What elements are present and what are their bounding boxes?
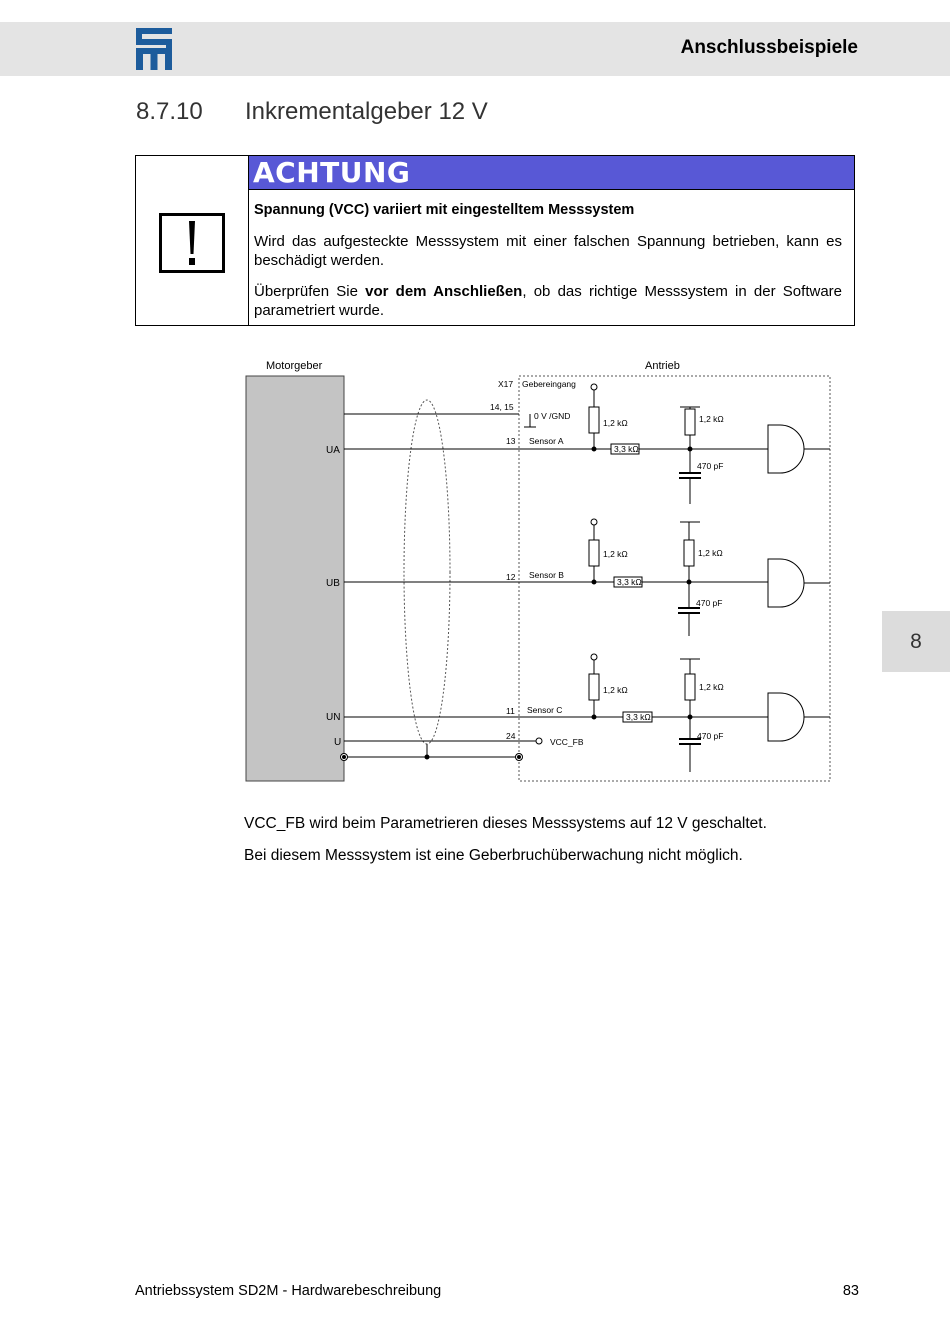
pin-24: 24 bbox=[506, 731, 516, 741]
section-number: 8.7.10 bbox=[136, 98, 203, 125]
pullup-a-value: 1,2 kΩ bbox=[603, 418, 628, 428]
company-logo bbox=[136, 28, 172, 70]
gnd-label: 0 V /GND bbox=[534, 411, 571, 421]
gate-a-icon bbox=[768, 425, 804, 473]
warning-icon-cell bbox=[136, 156, 249, 325]
antrieb-label: Antrieb bbox=[645, 360, 680, 372]
series-c-value: 3,3 kΩ bbox=[626, 712, 651, 722]
page-number: 83 bbox=[842, 1283, 859, 1299]
cap-a-value: 470 pF bbox=[697, 461, 724, 471]
footer-title: Antriebssystem SD2M - Hardwarebeschreibung bbox=[135, 1283, 442, 1299]
exclamation-icon bbox=[159, 213, 225, 273]
antrieb-frame bbox=[519, 376, 830, 781]
sensor-a-label: Sensor A bbox=[529, 436, 564, 446]
sensor-b-label: Sensor B bbox=[529, 570, 564, 580]
warning-label: ACHTUNG bbox=[253, 156, 411, 189]
vcc-fb-label: VCC_FB bbox=[550, 737, 584, 747]
chapter-tab[interactable] bbox=[882, 611, 950, 672]
sensor-c-label: Sensor C bbox=[527, 705, 563, 715]
pullup-c-value: 1,2 kΩ bbox=[603, 685, 628, 695]
gate-b-icon bbox=[768, 559, 804, 607]
u-label: U bbox=[334, 737, 342, 748]
section-title: Inkrementalgeber 12 V bbox=[245, 98, 488, 125]
pin-11: 11 bbox=[506, 706, 515, 716]
pullup-a2-value: 1,2 kΩ bbox=[699, 414, 724, 424]
cap-b-value: 470 pF bbox=[696, 598, 723, 608]
series-a-value: 3,3 kΩ bbox=[614, 444, 639, 454]
gnd-pins: 14, 15 bbox=[490, 402, 514, 412]
pullup-b-value: 1,2 kΩ bbox=[603, 549, 628, 559]
header-title: Anschlussbeispiele bbox=[680, 37, 858, 58]
series-b-value: 3,3 kΩ bbox=[617, 577, 642, 587]
pin-12: 12 bbox=[506, 572, 516, 582]
warning-paragraph-2: Überprüfen Sie vor dem Anschließen, ob das richtige Messsystem in der Software parametriert wurde. bbox=[254, 283, 842, 319]
warning-content bbox=[254, 201, 842, 332]
signal-ub-label: UB bbox=[326, 578, 340, 589]
gebereingang-label: Gebereingang bbox=[522, 379, 576, 389]
body-text-geberbruch: Bei diesem Messsystem ist eine Geberbruchüberwachung nicht möglich. bbox=[244, 847, 743, 864]
pullup-b2-value: 1,2 kΩ bbox=[698, 548, 723, 558]
warning-header bbox=[249, 156, 854, 190]
wiring-diagram bbox=[240, 352, 840, 788]
pullup-c2-value: 1,2 kΩ bbox=[699, 682, 724, 692]
warning-subtitle: Spannung (VCC) variiert mit eingestelltem Messsystem bbox=[254, 202, 635, 218]
motorgeber-label: Motorgeber bbox=[266, 360, 323, 372]
warning-paragraph-1: Wird das aufgesteckte Messsystem mit einer falschen Spannung betrieben, kann es beschädigt werden. bbox=[254, 233, 842, 269]
cap-c-value: 470 pF bbox=[697, 731, 724, 741]
signal-un-label: UN bbox=[326, 712, 341, 723]
warning-box bbox=[135, 155, 855, 326]
connector-label: X17 bbox=[498, 379, 514, 389]
chapter-tab-label: 8 bbox=[910, 630, 922, 653]
gate-c-icon bbox=[768, 693, 804, 741]
body-text-vcc: VCC_FB wird beim Parametrieren dieses Messsystems auf 12 V geschaltet. bbox=[244, 815, 767, 832]
cable-shield bbox=[404, 400, 450, 744]
signal-ua-label: UA bbox=[326, 445, 340, 456]
pin-13: 13 bbox=[506, 436, 516, 446]
